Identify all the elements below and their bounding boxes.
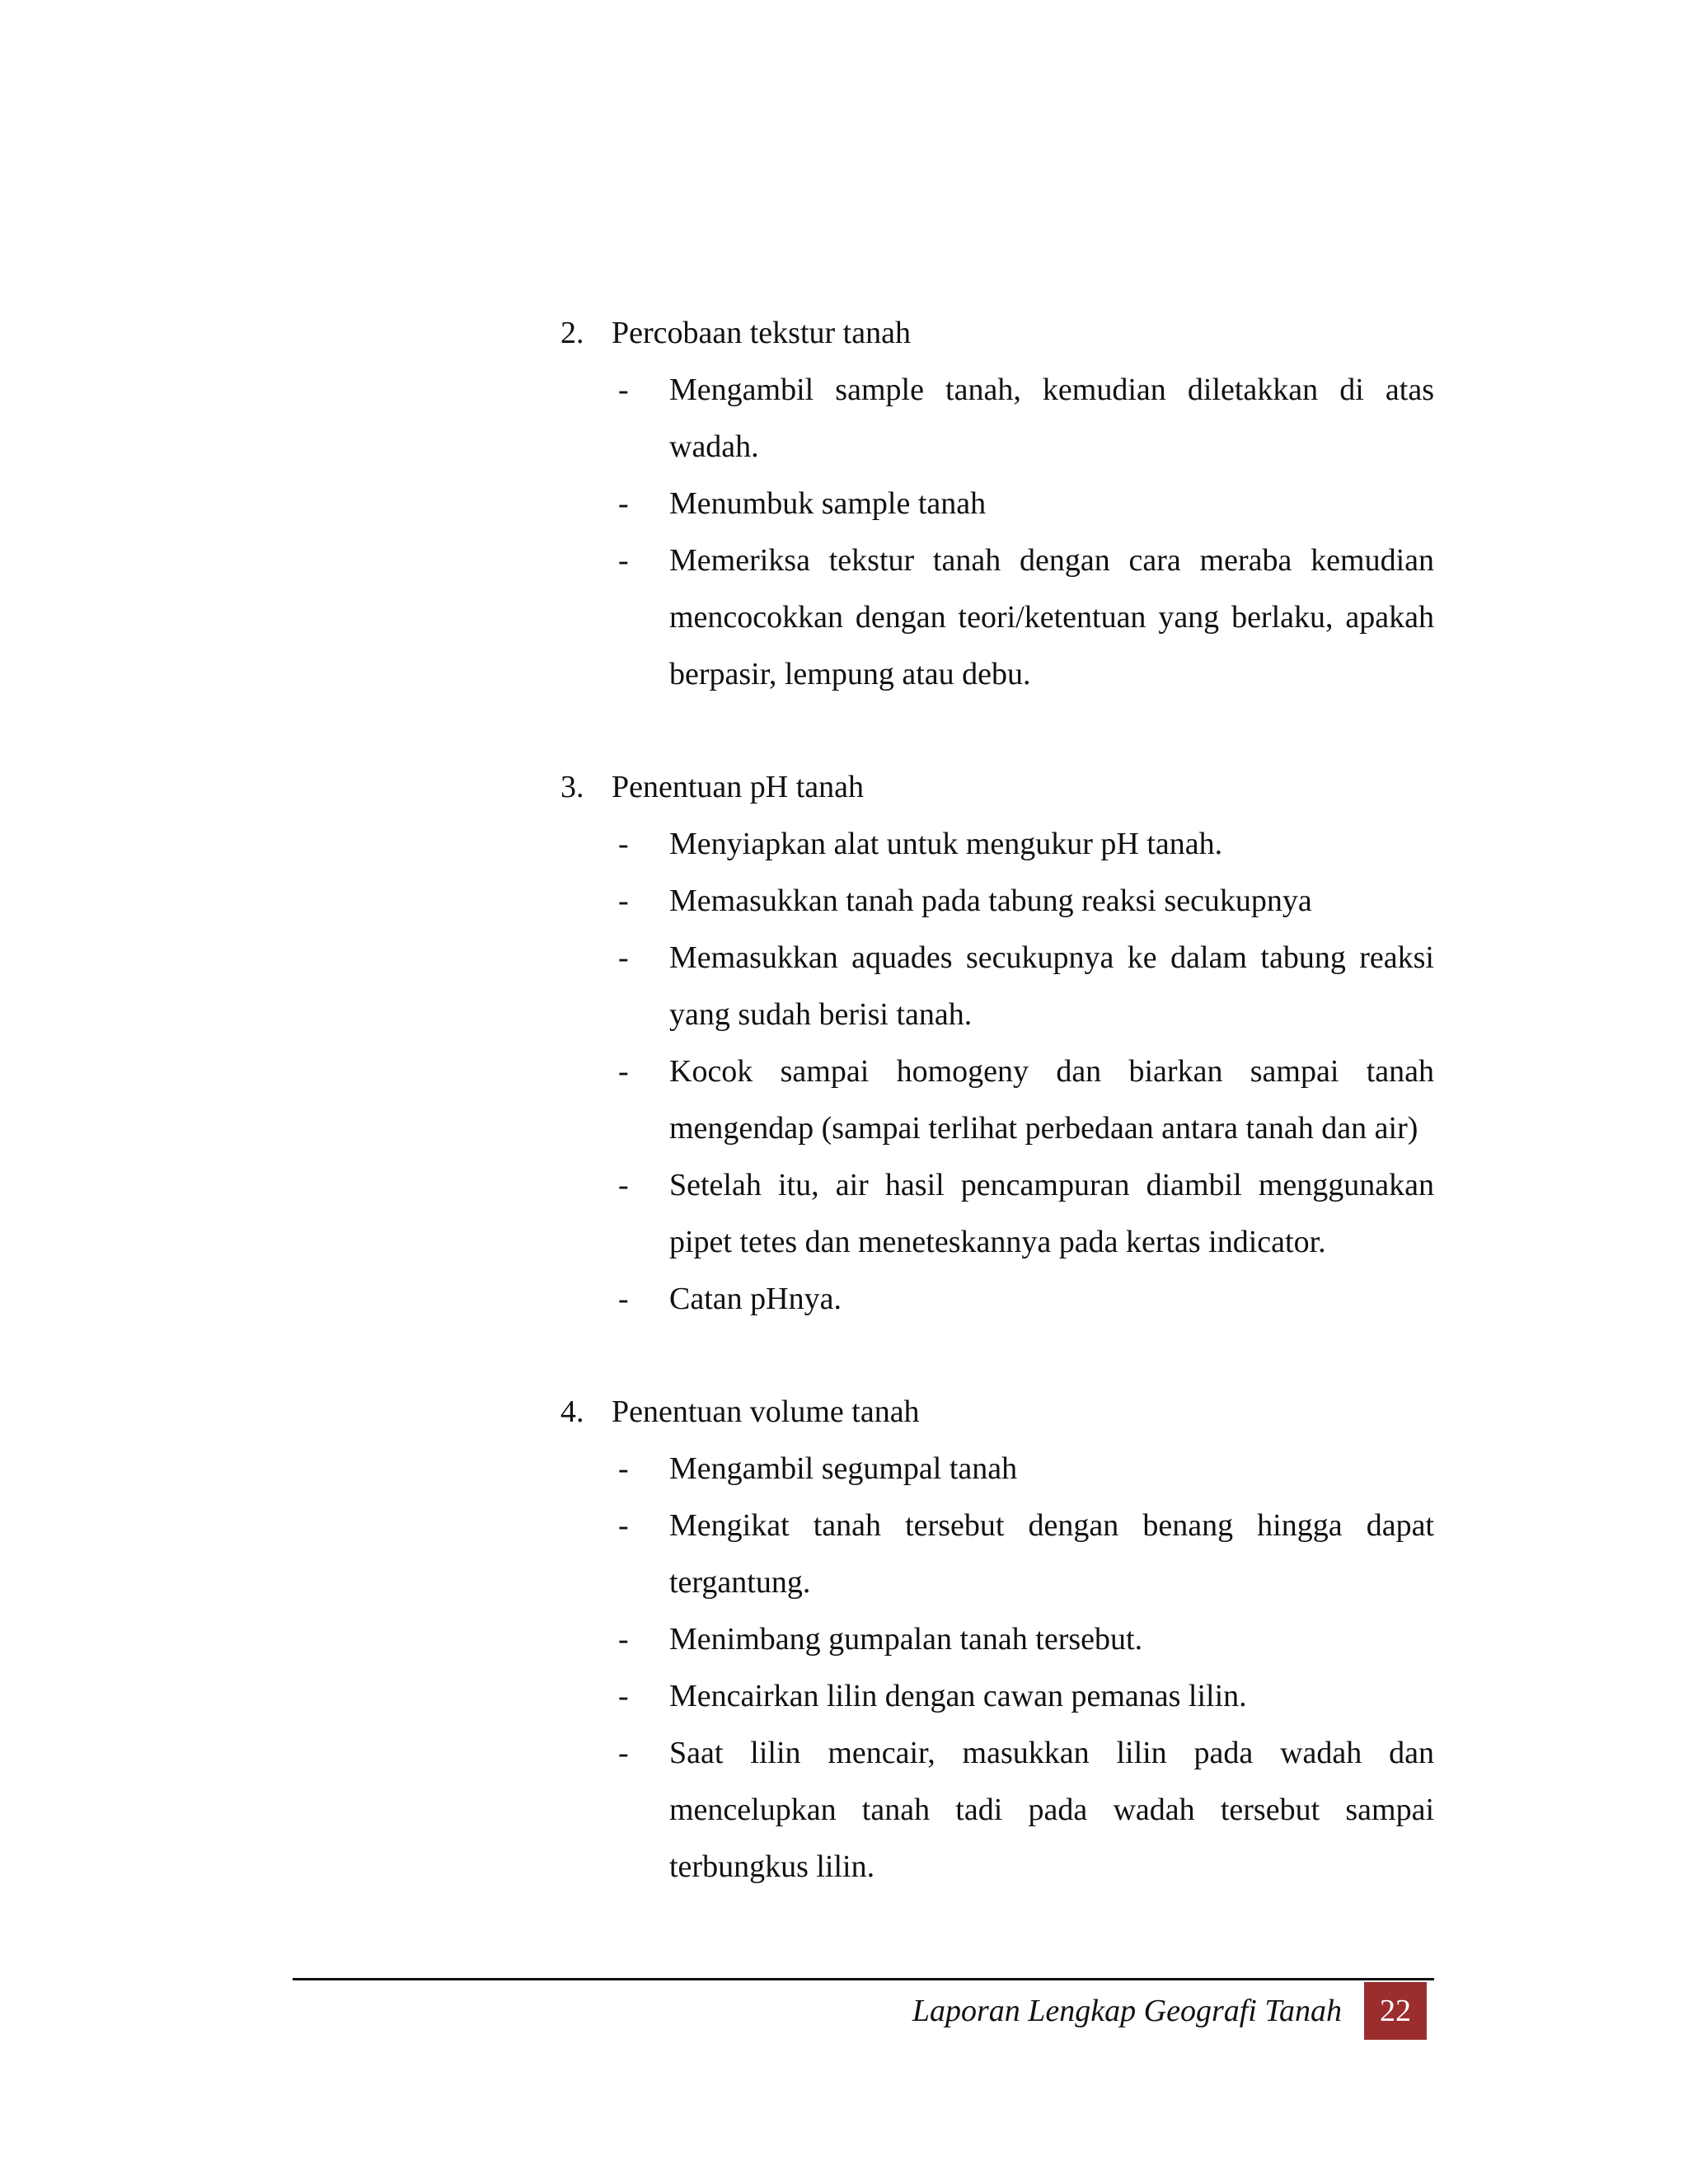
list-item xyxy=(560,1497,1434,1611)
bullet-dash: - xyxy=(618,1736,629,1770)
bullet-dash: - xyxy=(618,1622,629,1657)
list-item-text: Memasukkan tanah pada tabung reaksi secukupnya xyxy=(669,883,1312,918)
section-2 xyxy=(560,305,1434,703)
section-3 xyxy=(560,759,1434,1328)
list-item-text: Setelah itu, air hasil pencampuran diambil menggunakan pipet tetes dan meneteskannya pada kertas indicator. xyxy=(669,1168,1434,1259)
list-item xyxy=(560,1043,1434,1157)
bullet-dash: - xyxy=(618,1508,629,1543)
section-number: 3. xyxy=(560,770,584,804)
bullet-dash: - xyxy=(618,940,629,975)
list-item-text: Mengambil sample tanah, kemudian diletakkan di atas wadah. xyxy=(669,373,1434,464)
list-item xyxy=(560,362,1434,476)
list-item xyxy=(560,1271,1434,1328)
list-item xyxy=(560,1668,1434,1725)
list-item xyxy=(560,532,1434,703)
section-4 xyxy=(560,1384,1434,1896)
section-number: 2. xyxy=(560,316,584,350)
section-heading xyxy=(560,305,1434,362)
list-item-text: Menimbang gumpalan tanah tersebut. xyxy=(669,1622,1143,1657)
list-item-text: Saat lilin mencair, masukkan lilin pada wadah dan mencelupkan tanah tadi pada wadah tersebut sampai terbungkus lilin. xyxy=(669,1736,1434,1884)
section-heading xyxy=(560,1384,1434,1441)
bullet-dash: - xyxy=(618,827,629,861)
list-item-text: Menumbuk sample tanah xyxy=(669,486,987,521)
list-item-text: Menyiapkan alat untuk mengukur pH tanah. xyxy=(669,827,1223,861)
bullet-dash: - xyxy=(618,486,629,521)
list-item-text: Mencairkan lilin dengan cawan pemanas lilin. xyxy=(669,1679,1247,1713)
list-item-text: Memasukkan aquades secukupnya ke dalam tabung reaksi yang sudah berisi tanah. xyxy=(669,940,1434,1032)
list-item xyxy=(560,930,1434,1043)
list-item-text: Kocok sampai homogeny dan biarkan sampai tanah mengendap (sampai terlihat perbedaan antara tanah dan air) xyxy=(669,1054,1434,1146)
bullet-dash: - xyxy=(618,1451,629,1486)
section-title: Penentuan pH tanah xyxy=(612,770,865,804)
section-number: 4. xyxy=(560,1394,584,1429)
bullet-dash: - xyxy=(618,373,629,407)
section-title: Penentuan volume tanah xyxy=(612,1394,920,1429)
section-heading xyxy=(560,759,1434,816)
section-title: Percobaan tekstur tanah xyxy=(612,316,911,350)
bullet-dash: - xyxy=(618,1054,629,1089)
bullet-list xyxy=(560,816,1434,1328)
list-item-text: Catan pHnya. xyxy=(669,1282,842,1316)
bullet-dash: - xyxy=(618,543,629,578)
list-item xyxy=(560,1725,1434,1896)
list-item xyxy=(560,1611,1434,1668)
list-item-text: Mengambil segumpal tanah xyxy=(669,1451,1018,1486)
bullet-dash: - xyxy=(618,1282,629,1316)
list-item xyxy=(560,1157,1434,1271)
list-item xyxy=(560,873,1434,930)
bullet-dash: - xyxy=(618,1168,629,1202)
bullet-dash: - xyxy=(618,883,629,918)
list-item xyxy=(560,1441,1434,1497)
list-item-text: Mengikat tanah tersebut dengan benang hingga dapat tergantung. xyxy=(669,1508,1434,1600)
bullet-dash: - xyxy=(618,1679,629,1713)
list-item-text: Memeriksa tekstur tanah dengan cara meraba kemudian mencocokkan dengan teori/ketentuan yang berlaku, apakah berpasir, lempung atau debu. xyxy=(669,543,1434,691)
document-body xyxy=(560,305,1434,1952)
list-item xyxy=(560,476,1434,532)
footer-title: Laporan Lengkap Geografi Tanah xyxy=(912,1994,1342,2028)
list-item xyxy=(560,816,1434,873)
bullet-list xyxy=(560,1441,1434,1896)
bullet-list xyxy=(560,362,1434,703)
page-number-badge: 22 xyxy=(1364,1982,1427,2040)
footer-divider xyxy=(293,1978,1434,1980)
